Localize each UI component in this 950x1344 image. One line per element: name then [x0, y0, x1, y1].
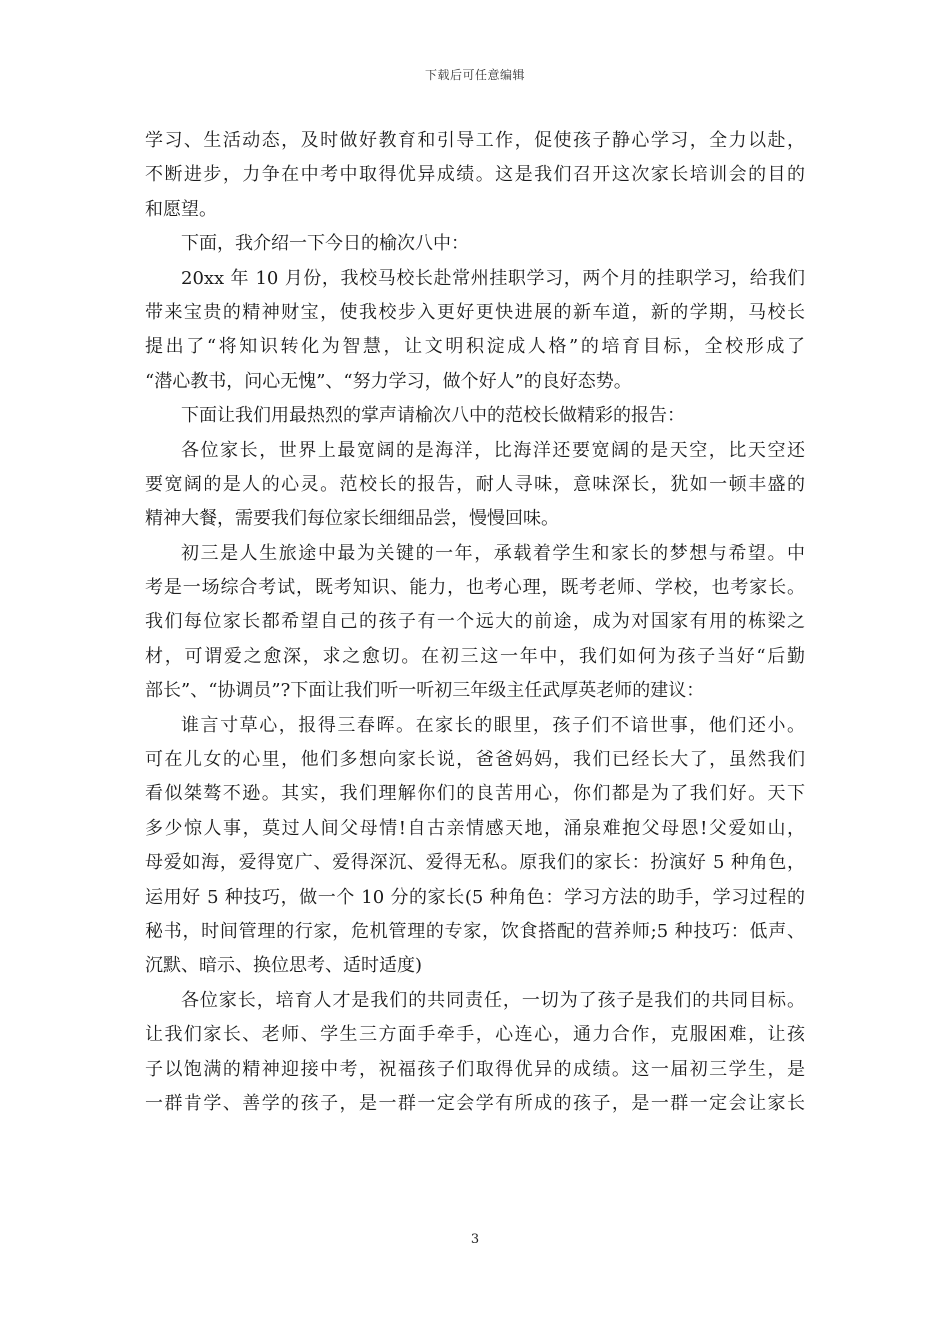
text-line: 谁言寸草心，报得三春晖。在家长的眼里，孩子们不谙世事，他们还小。: [181, 714, 805, 736]
text-line: 学习、生活动态，及时做好教育和引导工作，促使孩子静心学习，全力以赴，: [145, 130, 805, 151]
text-line: 沉默、暗示、换位思考、适时适度): [145, 955, 423, 977]
text-line: 下面，我介绍一下今日的榆次八中：: [181, 233, 469, 255]
text-line: 20xx 年 10 月份，我校马校长赴常州挂职学习，两个月的挂职学习，给我们: [181, 267, 805, 289]
text-line: 考是一场综合考试，既考知识、能力，也考心理，既考老师、学校，也考家长。: [145, 577, 805, 599]
text-line: 初三是人生旅途中最为关键的一年，承载着学生和家长的梦想与希望。中: [181, 542, 805, 564]
text-line: 让我们家长、老师、学生三方面手牵手，心连心，通力合作，克服困难，让孩: [145, 1024, 805, 1046]
text-line: 部长”、“协调员”?下面让我们听一听初三年级主任武厚英老师的建议：: [145, 680, 705, 702]
text-line: 看似桀骜不逊。其实，我们理解你们的良苦用心，你们都是为了我们好。天下: [145, 783, 805, 805]
text-line: 提出了“将知识转化为智慧，让文明积淀成人格”的培育目标，全校形成了: [145, 336, 805, 358]
text-line: 各位家长，培育人才是我们的共同责任，一切为了孩子是我们的共同目标。: [181, 989, 805, 1011]
page-header: 下载后可任意编辑: [424, 68, 525, 82]
text-line: 母爱如海，爱得宽广、爱得深沉、爱得无私。原我们的家长：扮演好 5 种角色，: [145, 852, 805, 874]
text-line: 带来宝贵的精神财宝，使我校步入更好更快进展的新车道，新的学期，马校长: [145, 301, 805, 323]
text-line: 和愿望。: [145, 198, 217, 220]
text-line: 子以饱满的精神迎接中考，祝福孩子们取得优异的成绩。这一届初三学生，是: [145, 1058, 805, 1080]
text-line: 要宽阔的是人的心灵。范校长的报告，耐人寻味，意味深长，犹如一顿丰盛的: [145, 473, 805, 495]
text-line: 不断进步，力争在中考中取得优异成绩。这是我们召开这次家长培训会的目的: [145, 164, 805, 186]
text-line: 秘书，时间管理的行家，危机管理的专家，饮食搭配的营养师;5 种技巧：低声、: [145, 920, 805, 942]
text-line: “潜心教书，问心无愧”、“努力学习，做个好人”的良好态势。: [145, 370, 632, 392]
page-number: 3: [470, 1232, 480, 1247]
text-line: 运用好 5 种技巧，做一个 10 分的家长(5 种角色：学习方法的助手，学习过程的: [145, 886, 805, 908]
document-body: [145, 124, 805, 1121]
text-line: 材，可谓爱之愈深，求之愈切。在初三这一年中，我们如何为孩子当好“后勤: [145, 645, 805, 667]
text-line: 我们每位家长都希望自己的孩子有一个远大的前途，成为对国家有用的栋梁之: [145, 611, 805, 633]
text-line: 各位家长，世界上最宽阔的是海洋，比海洋还要宽阔的是天空，比天空还: [181, 439, 805, 461]
text-line: 下面让我们用最热烈的掌声请榆次八中的范校长做精彩的报告：: [181, 405, 685, 427]
text-line: 精神大餐，需要我们每位家长细细品尝，慢慢回味。: [145, 508, 559, 530]
text-line: 可在儿女的心里，他们多想向家长说，爸爸妈妈，我们已经长大了，虽然我们: [145, 749, 805, 771]
text-line: 多少惊人事，莫过人间父母情!自古亲情感天地，涌泉难抱父母恩!父爱如山，: [145, 817, 805, 839]
text-line: 一群肯学、善学的孩子，是一群一定会学有所成的孩子，是一群一定会让家长: [145, 1092, 805, 1114]
